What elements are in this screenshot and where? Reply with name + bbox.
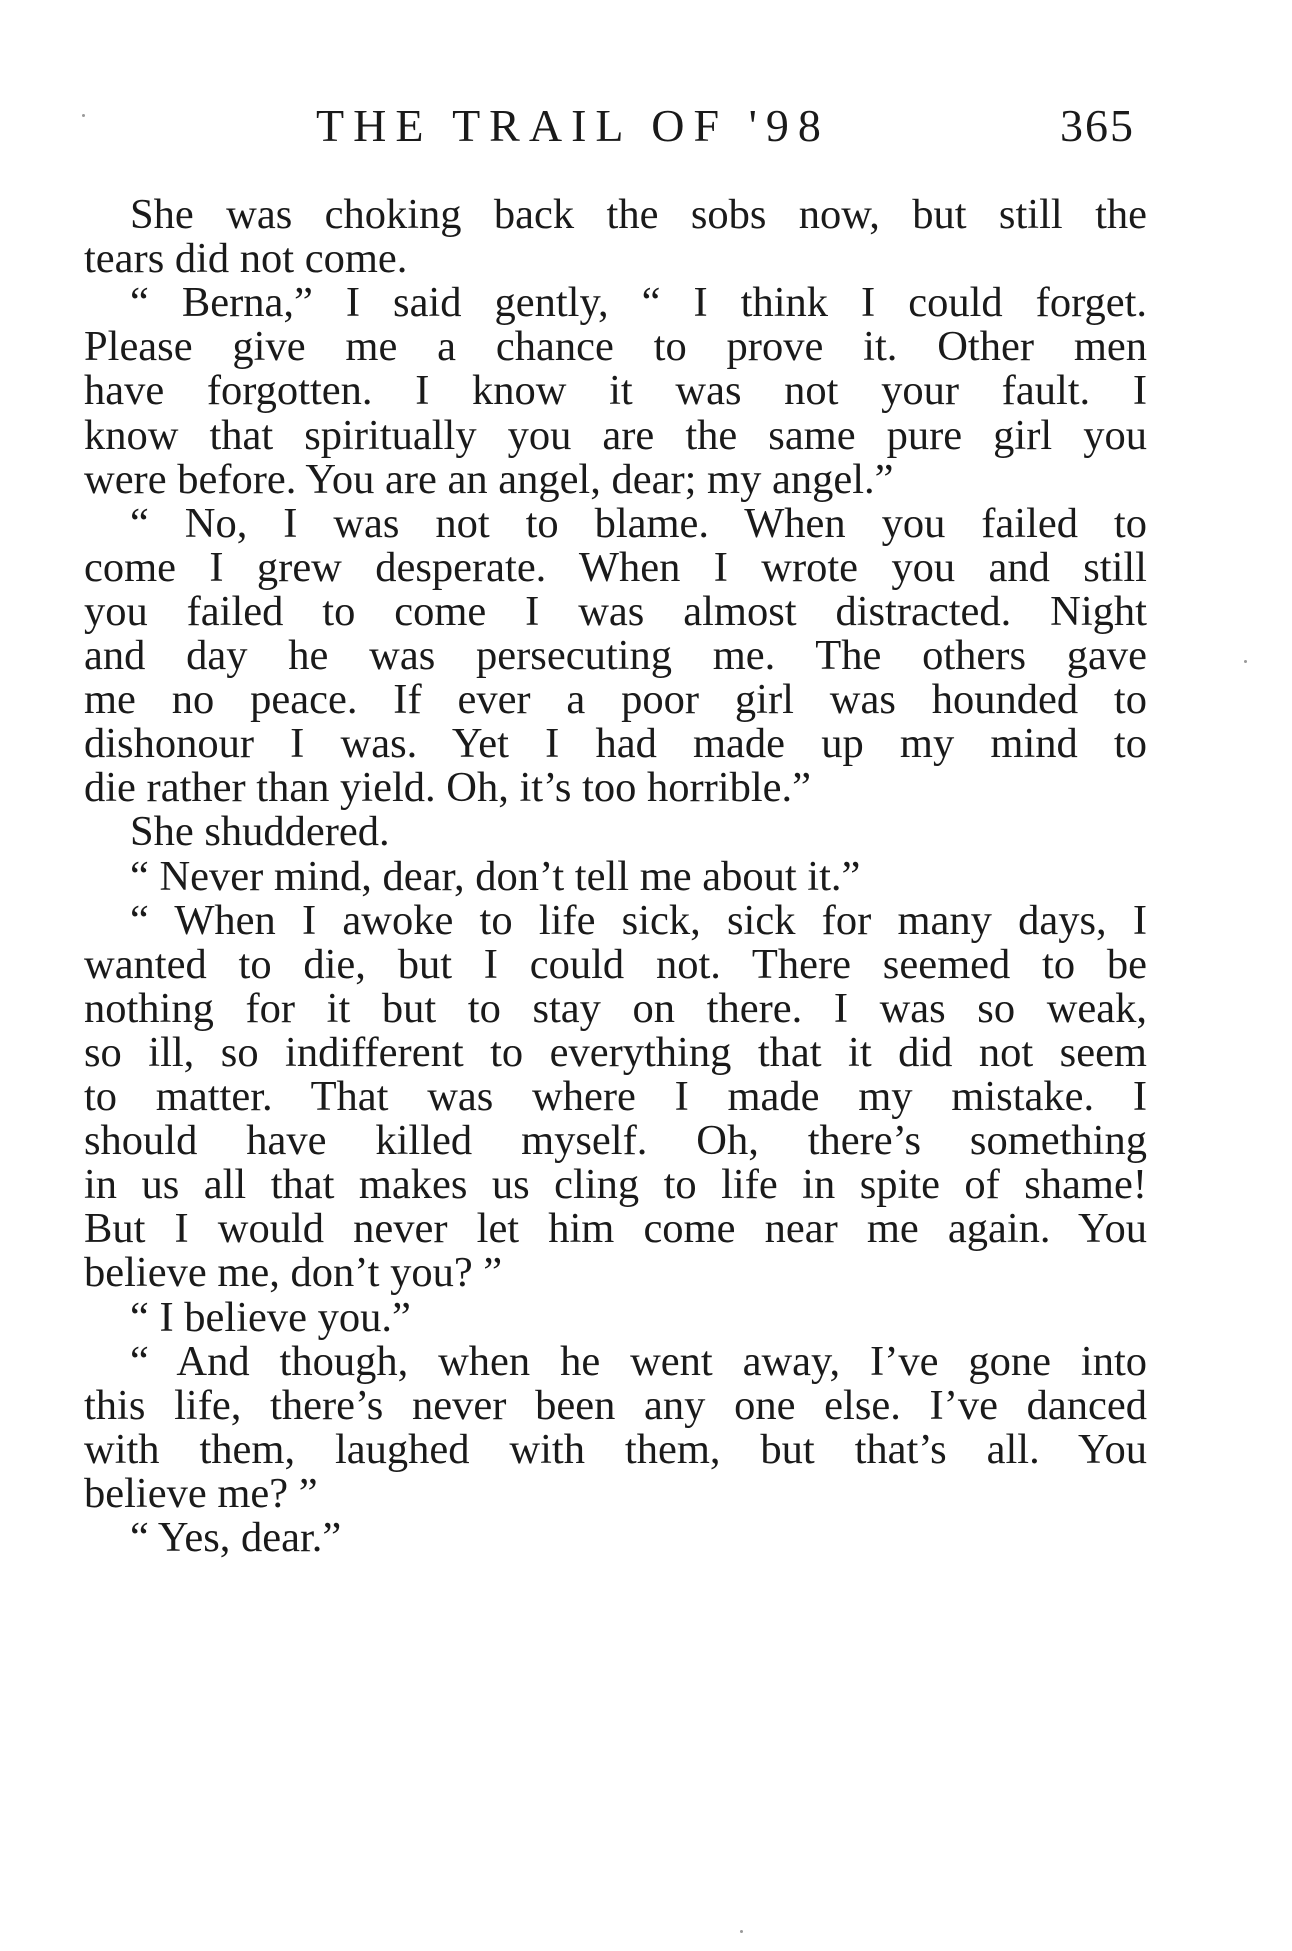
text-line: She shuddered. [130, 808, 390, 856]
text-line: But I would never let him come near me again. You [84, 1205, 1147, 1253]
text-line: and day he was persecuting me. The others gave [84, 632, 1147, 679]
text-line: know that spiritually you are the same pure girl you [84, 411, 1147, 459]
running-title: THE TRAIL OF '98 [316, 100, 830, 151]
text-line: She was choking back the sobs now, but still the [130, 191, 1147, 238]
text-line: “ Never mind, dear, don’t tell me about it.” [130, 852, 861, 900]
text-line: “ No, I was not to blame. When you failed to [130, 499, 1147, 547]
paper-speck [82, 114, 85, 117]
text-line: so ill, so indifferent to everything that it did not seem [84, 1028, 1147, 1076]
page-number: 365 [1060, 100, 1135, 151]
text-line: dishonour I was. Yet I had made up my mind to [84, 720, 1147, 768]
text-line: die rather than yield. Oh, it’s too horrible.” [84, 764, 812, 812]
text-line: you failed to come I was almost distracted. Night [84, 587, 1147, 635]
text-line: come I grew desperate. When I wrote you and still [84, 543, 1147, 591]
text-line: this life, there’s never been any one else. I’ve danced [84, 1381, 1147, 1429]
page-header [0, 96, 1292, 156]
paper-speck [1244, 660, 1247, 663]
text-line: me no peace. If ever a poor girl was hounded to [84, 676, 1147, 724]
text-line: believe me? ” [84, 1469, 318, 1517]
text-line: “ When I awoke to life sick, sick for many days, I [130, 896, 1147, 944]
text-line: “ Berna,” I said gently, “ I think I could forget. [130, 279, 1147, 327]
text-line: with them, laughed with them, but that’s all. You [84, 1425, 1147, 1473]
text-line: Please give me a chance to prove it. Other men [84, 323, 1147, 371]
text-line: “ Yes, dear.” [130, 1514, 342, 1561]
text-line: to matter. That was where I made my mistake. I [84, 1073, 1147, 1120]
text-line: believe me, don’t you? ” [84, 1249, 503, 1297]
text-line: in us all that makes us cling to life in spite of shame! [84, 1161, 1147, 1209]
text-line: tears did not come. [84, 235, 408, 283]
text-line: were before. You are an angel, dear; my angel.” [84, 455, 894, 503]
text-line: have forgotten. I know it was not your fault. I [84, 367, 1147, 415]
text-line: “ I believe you.” [130, 1293, 411, 1341]
paper-speck [740, 1930, 743, 1933]
text-line: wanted to die, but I could not. There seemed to be [84, 940, 1147, 988]
text-line: “ And though, when he went away, I’ve gone into [130, 1337, 1147, 1385]
text-line: should have killed myself. Oh, there’s something [84, 1117, 1147, 1165]
text-line: nothing for it but to stay on there. I was so weak, [84, 984, 1147, 1032]
